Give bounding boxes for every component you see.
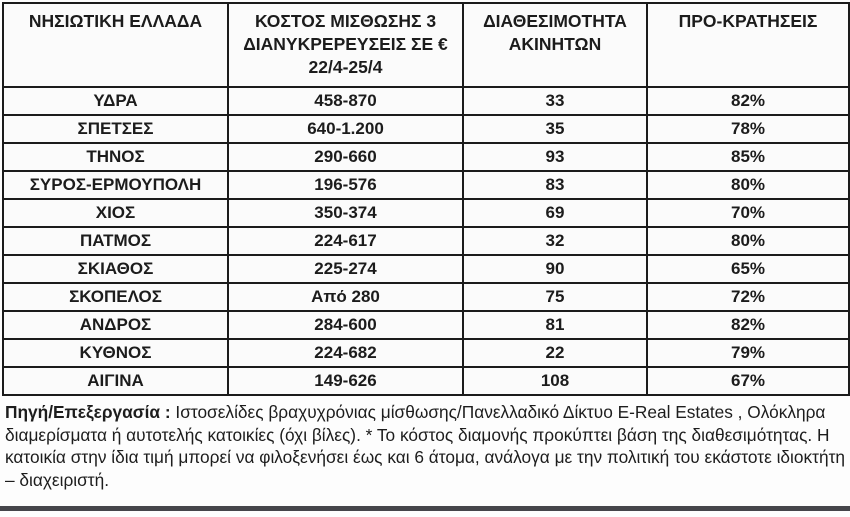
- prebookings-cell: 80%: [647, 171, 849, 199]
- table-row: [3, 367, 849, 395]
- col-header-cost-label: ΚΟΣΤΟΣ ΜΙΣΘΩΣΗΣ 3 ΔΙΑΝΥΚΡΕΡΕΥΣΕΙΣ ΣΕ €: [243, 11, 448, 55]
- island-cell: ΑΙΓΙΝΑ: [3, 367, 228, 395]
- prebookings-cell: 65%: [647, 255, 849, 283]
- cost-cell: 290-660: [228, 143, 463, 171]
- table-row: [3, 115, 849, 143]
- prebookings-cell: 79%: [647, 339, 849, 367]
- table-row: [3, 87, 849, 115]
- prebookings-cell: 78%: [647, 115, 849, 143]
- table-row: [3, 283, 849, 311]
- prebookings-cell: 82%: [647, 311, 849, 339]
- availability-cell: 108: [463, 367, 647, 395]
- col-header-cost-dates: 22/4-25/4: [308, 57, 383, 78]
- prebookings-cell: 67%: [647, 367, 849, 395]
- prebookings-cell: 82%: [647, 87, 849, 115]
- prebookings-cell: 72%: [647, 283, 849, 311]
- availability-cell: 81: [463, 311, 647, 339]
- island-cell: ΚΥΘΝΟΣ: [3, 339, 228, 367]
- island-cell: ΠΑΤΜΟΣ: [3, 227, 228, 255]
- table-row: [3, 171, 849, 199]
- source-note-text: Ιστοσελίδες βραχυχρόνιας μίσθωσης/Πανελλαδικό Δίκτυο E-Real Estates , Ολόκληρα διαμερίσματα ή αυτοτελής κατοικίες (όχι βίλες). * Το κόστος διαμονής προκύπτει βάση της διαθεσιμότητας. Η κατοικία στην ίδια τιμή μπορεί να φιλοξενήσει έως και 6 άτομα, ανάλογα με την πολιτική του εκάστοτε ιδιοκτήτη – διαχειριστή.: [5, 402, 846, 490]
- cost-cell: 640-1.200: [228, 115, 463, 143]
- availability-cell: 32: [463, 227, 647, 255]
- island-cell: ΑΝΔΡΟΣ: [3, 311, 228, 339]
- cost-cell: 458-870: [228, 87, 463, 115]
- island-cell: ΣΠΕΤΣΕΣ: [3, 115, 228, 143]
- availability-cell: 35: [463, 115, 647, 143]
- bottom-divider-bar: [0, 506, 850, 511]
- table-row: [3, 143, 849, 171]
- availability-cell: 75: [463, 283, 647, 311]
- island-cell: ΣΚΟΠΕΛΟΣ: [3, 283, 228, 311]
- availability-cell: 33: [463, 87, 647, 115]
- island-cell: ΧΙΟΣ: [3, 199, 228, 227]
- table-row: [3, 339, 849, 367]
- cost-cell: Από 280: [228, 283, 463, 311]
- prebookings-cell: 70%: [647, 199, 849, 227]
- table-row: [3, 199, 849, 227]
- source-note: [5, 401, 846, 491]
- cost-cell: 284-600: [228, 311, 463, 339]
- table-row: [3, 311, 849, 339]
- cost-cell: 149-626: [228, 367, 463, 395]
- cost-cell: 225-274: [228, 255, 463, 283]
- cost-cell: 224-617: [228, 227, 463, 255]
- col-header-cost: [228, 3, 463, 87]
- col-header-availability: ΔΙΑΘΕΣΙΜΟΤΗΤΑ ΑΚΙΝΗΤΩΝ: [463, 3, 647, 87]
- table-row: [3, 255, 849, 283]
- header-row: [3, 3, 849, 87]
- col-header-prebookings: ΠΡΟ-ΚΡΑΤΗΣΕΙΣ: [647, 3, 849, 87]
- availability-cell: 69: [463, 199, 647, 227]
- cost-cell: 350-374: [228, 199, 463, 227]
- island-rental-table: [2, 2, 850, 396]
- island-cell: ΤΗΝΟΣ: [3, 143, 228, 171]
- prebookings-cell: 80%: [647, 227, 849, 255]
- availability-cell: 83: [463, 171, 647, 199]
- table-row: [3, 227, 849, 255]
- island-cell: ΣΥΡΟΣ-ΕΡΜΟΥΠΟΛΗ: [3, 171, 228, 199]
- island-cell: ΥΔΡΑ: [3, 87, 228, 115]
- cost-cell: 224-682: [228, 339, 463, 367]
- availability-cell: 22: [463, 339, 647, 367]
- island-cell: ΣΚΙΑΘΟΣ: [3, 255, 228, 283]
- col-header-region: ΝΗΣΙΩΤΙΚΗ ΕΛΛΑΔΑ: [3, 3, 228, 87]
- availability-cell: 93: [463, 143, 647, 171]
- availability-cell: 90: [463, 255, 647, 283]
- prebookings-cell: 85%: [647, 143, 849, 171]
- cost-cell: 196-576: [228, 171, 463, 199]
- source-note-lead: Πηγή/Επεξεργασία :: [5, 402, 171, 422]
